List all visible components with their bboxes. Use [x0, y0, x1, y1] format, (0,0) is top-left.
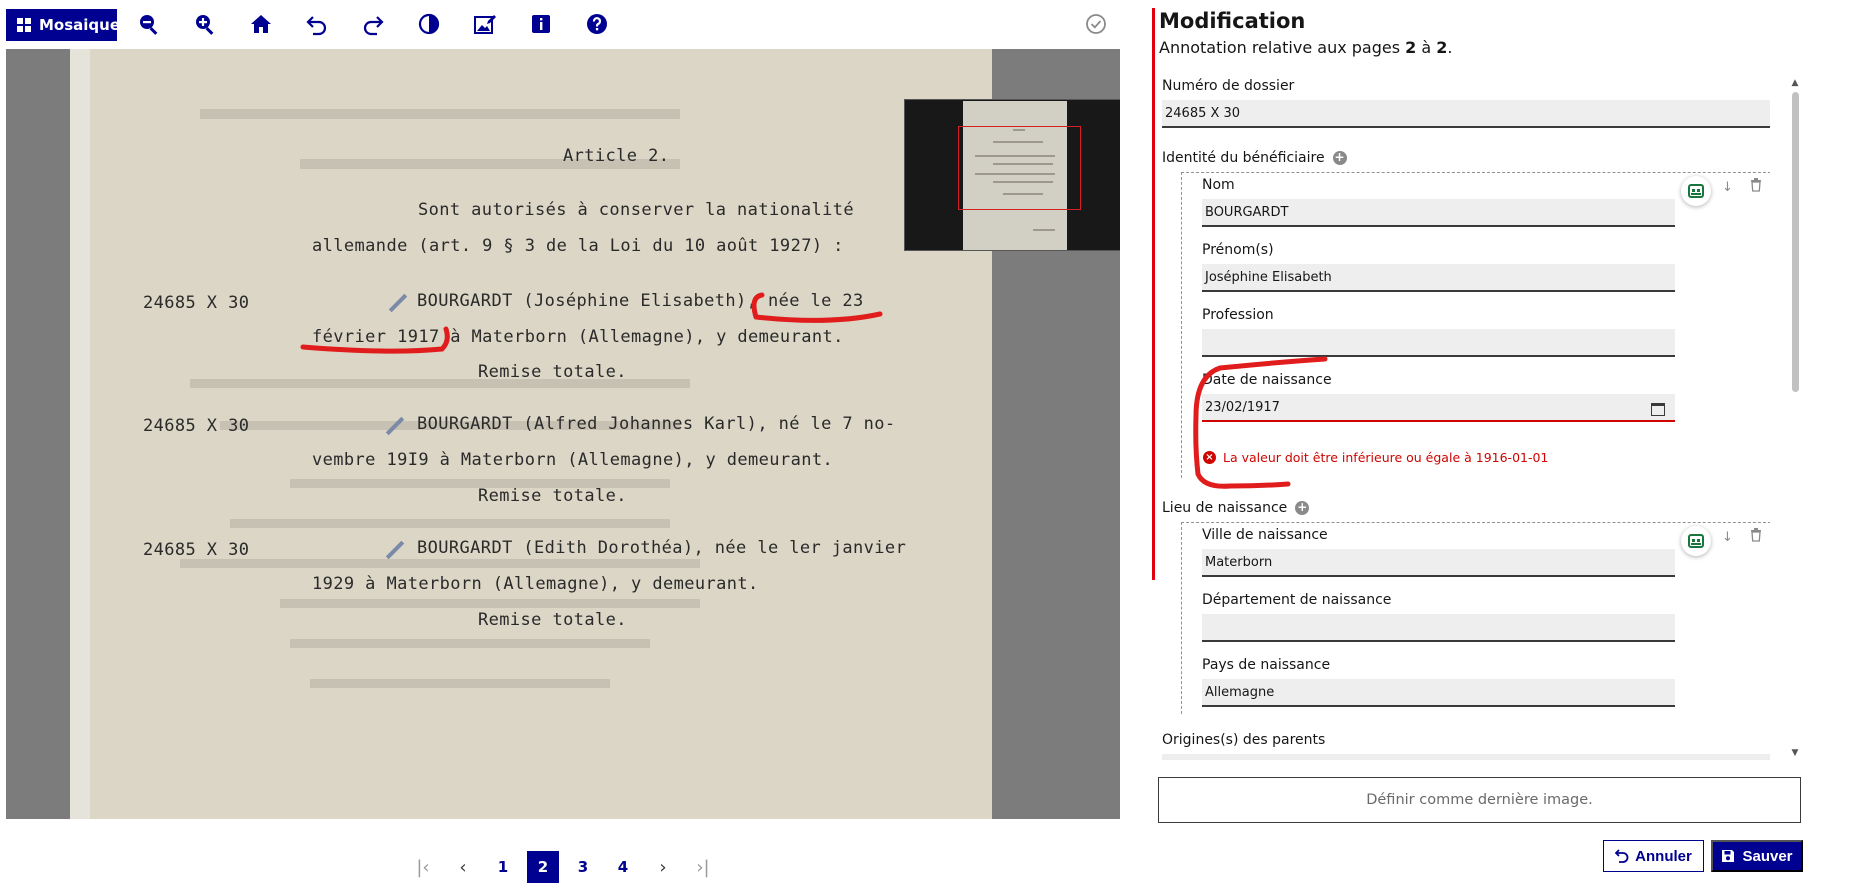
- save-button[interactable]: [1711, 840, 1803, 872]
- save-label: Sauver: [1742, 847, 1793, 865]
- profession-label: Profession: [1202, 307, 1274, 323]
- country-label: Pays de naissance: [1202, 657, 1331, 673]
- info-icon[interactable]: [527, 10, 555, 38]
- mosaic-button[interactable]: [6, 9, 121, 41]
- page-button-1[interactable]: 1: [497, 858, 509, 876]
- edit-image-icon[interactable]: [471, 10, 499, 38]
- doc-intro-line-2: allemande (art. 9 § 3 de la Loi du 10 août 1927) :: [312, 236, 844, 256]
- first-page-button[interactable]: |‹: [416, 856, 430, 878]
- modification-accent-bar: [1152, 8, 1155, 580]
- viewer-toolbar: [0, 0, 1130, 48]
- scroll-up-icon[interactable]: ▲: [1791, 78, 1799, 88]
- doc-entry-line-2: vembre 19I9 à Materborn (Allemagne), y demeurant.: [312, 450, 834, 470]
- country-field[interactable]: Allemagne: [1202, 679, 1675, 707]
- panel-title: Modification: [1159, 9, 1306, 33]
- department-field[interactable]: [1202, 614, 1675, 642]
- previous-page-button[interactable]: ‹: [459, 856, 467, 878]
- parents-origin-label: Origines(s) des parents: [1162, 732, 1326, 748]
- undo-icon: [1615, 849, 1629, 863]
- grid-icon: [17, 18, 31, 32]
- error-icon: ×: [1203, 451, 1216, 464]
- page-to: 2: [1436, 38, 1448, 57]
- help-icon[interactable]: [583, 10, 611, 38]
- minimap-viewport-frame[interactable]: [958, 126, 1081, 210]
- last-page-button[interactable]: ›|: [696, 856, 710, 878]
- arrow-down-icon[interactable]: ↓: [1722, 180, 1733, 195]
- page-button-3[interactable]: 3: [577, 858, 589, 876]
- parents-origin-field[interactable]: [1162, 754, 1770, 760]
- zoom-out-icon[interactable]: [135, 10, 163, 38]
- minimap-navigator[interactable]: [904, 99, 1120, 251]
- doc-entry-line-2: février 1917 à Materborn (Allemagne), y demeurant.: [312, 327, 844, 347]
- contrast-icon[interactable]: [415, 10, 443, 38]
- pagination: [403, 851, 723, 883]
- robot-icon: [1688, 534, 1704, 548]
- nom-label: Nom: [1202, 177, 1235, 193]
- doc-entry-line-2: 1929 à Materborn (Allemagne), y demeurant.: [312, 574, 759, 594]
- doc-article-heading: Article 2.: [563, 146, 670, 166]
- page-button-2[interactable]: 2: [527, 851, 559, 883]
- page-from: 2: [1405, 38, 1417, 57]
- add-icon[interactable]: +: [1334, 150, 1345, 164]
- arrow-down-icon[interactable]: ↓: [1722, 530, 1733, 545]
- nom-field[interactable]: BOURGARDT: [1202, 199, 1675, 227]
- prenom-label: Prénom(s): [1202, 242, 1274, 258]
- set-last-image-button[interactable]: Définir comme dernière image.: [1158, 777, 1801, 823]
- mosaic-label: Mosaique: [39, 16, 121, 34]
- undo-icon[interactable]: [303, 10, 331, 38]
- doc-entry-line-1: BOURGARDT (Edith Dorothéa), née le ler janvier: [417, 538, 907, 558]
- birth-place-label-text: Lieu de naissance: [1162, 500, 1288, 516]
- form-scrollbar[interactable]: [1790, 78, 1800, 758]
- save-icon: [1721, 849, 1735, 863]
- home-icon[interactable]: [247, 10, 275, 38]
- panel-subtitle: [1159, 38, 1453, 57]
- identity-label-text: Identité du bénéficiaire: [1162, 150, 1325, 166]
- birth-place-label: [1162, 500, 1309, 516]
- doc-entry-line-1: BOURGARDT (Joséphine Elisabeth), née le 23: [417, 291, 864, 311]
- subtitle-prefix: Annotation relative aux pages: [1159, 38, 1406, 57]
- prenom-field[interactable]: Joséphine Elisabeth: [1202, 264, 1675, 292]
- cancel-button[interactable]: [1603, 840, 1704, 872]
- document-viewer[interactable]: [6, 49, 1120, 819]
- doc-entry-number: 24685 X 30: [143, 293, 250, 313]
- page-button-4[interactable]: 4: [617, 858, 629, 876]
- check-circle-icon[interactable]: [1082, 10, 1110, 38]
- doc-entry-number: 24685 X 30: [143, 540, 250, 560]
- birth-date-label: Date de naissance: [1202, 372, 1332, 388]
- scroll-thumb[interactable]: [1792, 92, 1799, 392]
- department-label: Département de naissance: [1202, 592, 1392, 608]
- zoom-in-icon[interactable]: [191, 10, 219, 38]
- cancel-label: Annuler: [1635, 847, 1692, 865]
- scanned-page: [90, 49, 992, 819]
- dossier-field[interactable]: 24685 X 30: [1162, 100, 1770, 128]
- subtitle-suffix: .: [1447, 38, 1453, 57]
- birth-date-error-text: La valeur doit être inférieure ou égale à 1916-01-01: [1223, 450, 1549, 465]
- birth-date-field[interactable]: 23/02/1917: [1202, 394, 1675, 422]
- city-label: Ville de naissance: [1202, 527, 1328, 543]
- doc-entry-line-1: BOURGARDT (Alfred Johannes Karl), né le 7 no-: [417, 414, 896, 434]
- annotation-form[interactable]: [1160, 76, 1770, 760]
- ai-suggest-button[interactable]: [1681, 526, 1711, 556]
- dossier-label: Numéro de dossier: [1162, 78, 1295, 94]
- city-field[interactable]: Materborn: [1202, 549, 1675, 577]
- subtitle-mid: à: [1416, 38, 1437, 57]
- doc-entry-remise: Remise totale.: [478, 486, 627, 506]
- next-page-button[interactable]: ›: [659, 856, 667, 878]
- doc-entry-number: 24685 X 30: [143, 416, 250, 436]
- doc-entry-remise: Remise totale.: [478, 610, 627, 630]
- redo-icon[interactable]: [359, 10, 387, 38]
- scroll-down-icon[interactable]: ▼: [1791, 748, 1799, 758]
- doc-entry-remise: Remise totale.: [478, 362, 627, 382]
- doc-intro-line-1: Sont autorisés à conserver la nationalité: [418, 200, 855, 220]
- trash-icon[interactable]: [1750, 528, 1762, 546]
- add-icon[interactable]: +: [1297, 500, 1308, 514]
